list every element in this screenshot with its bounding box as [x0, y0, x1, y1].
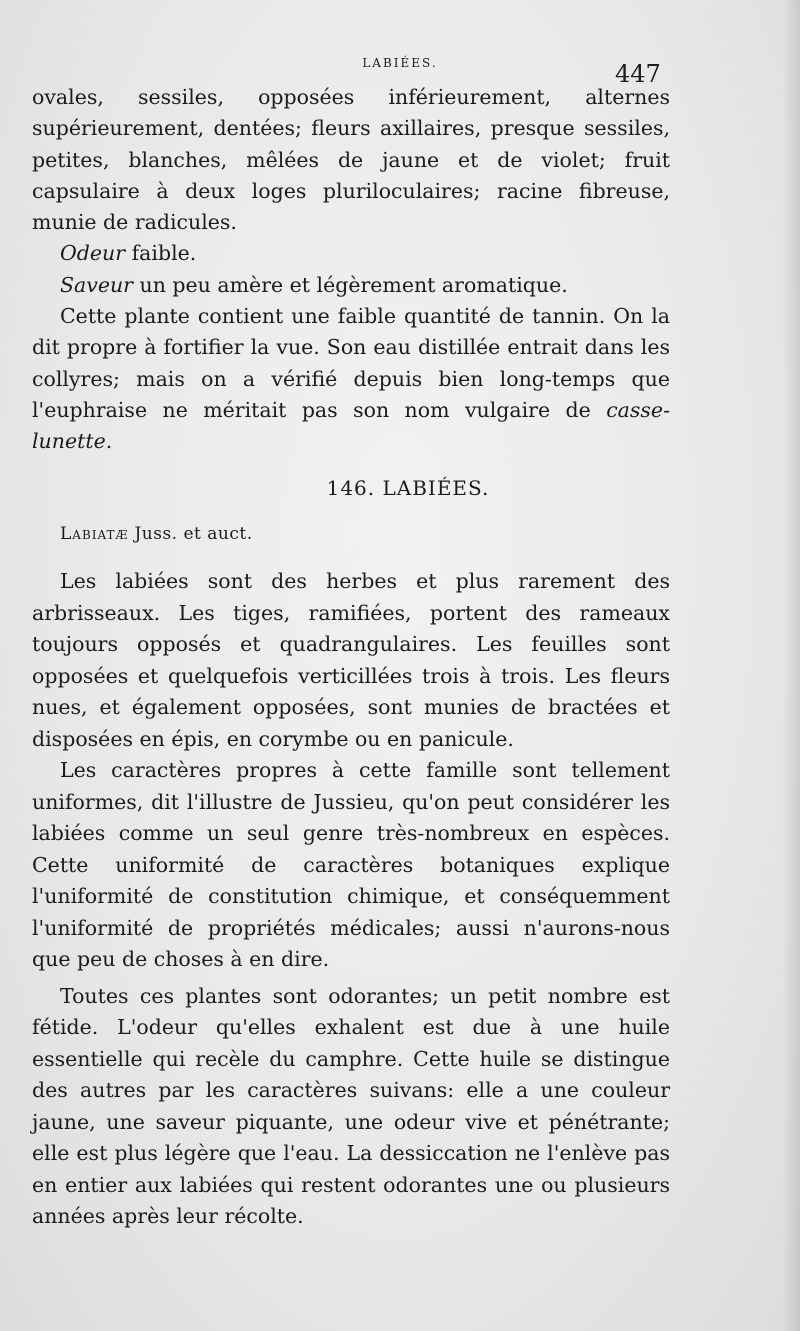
paragraph-saveur — [32, 270, 670, 301]
paragraph-odeur — [32, 238, 670, 269]
tannin-text: Cette plante contient une faible quantité de tannin. On la dit propre à fortifier la vue. Son eau distillée entrait dans les collyres; mais on a vérifié depuis bien long-temps que l'euphraise ne méritait pas son nom vulgaire de — [32, 304, 670, 422]
paragraph-uniformity: Les caractères propres à cette famille sont tellement uniformes, dit l'illustre de Jussieu, qu'on peut considérer les labiées comme un seul genre très-nombreux en espèces. Cette uniformité de caractères botaniques explique l'uniformité de constitution chimique, et conséquemment l'uniformité de propriétés médicales; aussi n'aurons-nous que peu de choses à en dire. — [32, 758, 670, 971]
paragraph-description: ovales, sessiles, opposées inférieurement, alternes supérieurement, dentées; fleurs axillaires, presque sessiles, petites, blanches, mêlées de jaune et de violet; fruit capsulaire à deux loges pluriloculaires; racine fibreuse, munie de radicules. — [32, 85, 670, 235]
page-edge-shadow — [782, 0, 800, 1331]
saveur-text: un peu amère et légèrement aromatique. — [132, 272, 568, 297]
paragraph-odour-oil: Toutes ces plantes sont odorantes; un petit nombre est fétide. L'odeur qu'elles exhalent est due à une huile essentielle qui recèle du camphre. Cette huile se distingue des autres par les caractères suivans: elle a une couleur jaune, une saveur piquante, une odeur vive et pénétrante; elle est plus légère que l'eau. La dessiccation ne l'enlève pas en entier aux labiées qui restent odorantes une ou plusieurs années après leur récolte. — [32, 983, 670, 1228]
section-heading: 146. LABIÉES. — [326, 476, 490, 500]
synonym-name: Labiatæ — [60, 524, 129, 544]
text-block-labiees — [32, 566, 670, 1233]
tannin-end: . — [105, 429, 113, 454]
odeur-label: Odeur — [60, 241, 126, 266]
saveur-label: Saveur — [60, 272, 133, 297]
text-block-continued — [32, 82, 670, 458]
running-head: LABIÉES. — [362, 56, 438, 70]
synonym-authors: Juss. et auct. — [128, 524, 253, 544]
paragraph-morphology: Les labiées sont des herbes et plus rarement des arbrisseaux. Les tiges, ramifiées, portent des rameaux toujours opposés et quadrangulaires. Les feuilles sont opposées et quelquefois verticillées trois à trois. Les fleurs nues, et également opposées, sont munies de bractées et disposées en épis, en corymbe ou en panicule. — [32, 569, 670, 751]
page-number: 447 — [615, 60, 661, 88]
odeur-text: faible. — [125, 241, 197, 266]
casse-lunette-term: casse-lunette — [32, 397, 670, 454]
paragraph-tannin — [32, 301, 670, 457]
section-synonym — [60, 524, 253, 544]
